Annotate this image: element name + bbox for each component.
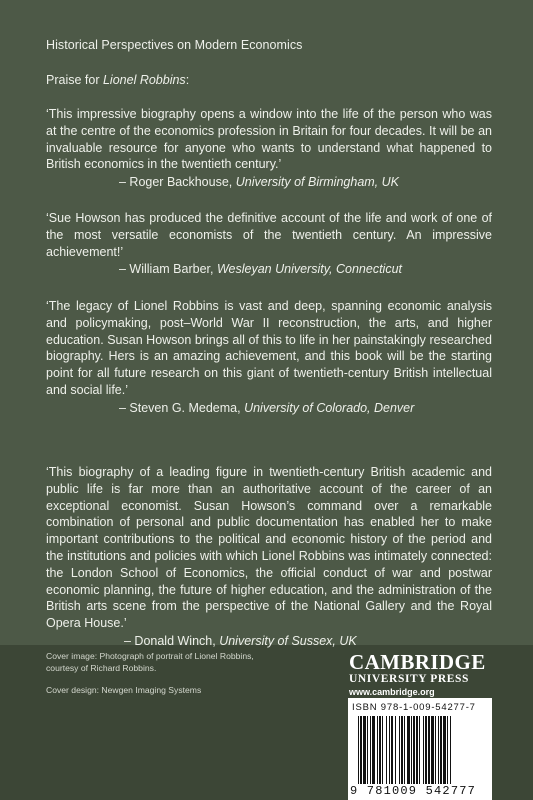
quote-text: ‘Sue Howson has produced the definitive account of the life and work of one of the most versatile economists of the twentieth century. An impressive achievement!’ (46, 211, 492, 259)
barcode-bar (416, 716, 418, 784)
barcode-bar (386, 716, 387, 784)
praise-heading (46, 73, 189, 87)
barcode-bar (440, 716, 442, 784)
barcode-bar (450, 716, 451, 784)
publisher-press: UNIVERSITY PRESS (349, 673, 470, 685)
quote-affiliation: University of Sussex, UK (219, 633, 357, 648)
barcode-bar (382, 716, 383, 784)
barcode-bar (438, 716, 439, 784)
quote-author: – Steven G. Medema, (119, 400, 241, 415)
barcode-bar (447, 716, 448, 784)
barcode-bar (431, 716, 434, 784)
quote-affiliation: University of Birmingham, UK (235, 175, 399, 190)
quote-text: ‘The legacy of Lionel Robbins is vast and deep, spanning economic analysis and policymaking, post–World War II reconstruction, the arts, and higher education. Susan Howson brings all of this to life in her painstakingly researched biography. Hers is an amazing achievement, and this book will be the starting point for all future research on this giant of twentieth-century British intellectual and social life.’ (46, 299, 492, 397)
quote-author: – William Barber, (119, 262, 214, 277)
barcode-bar (389, 716, 390, 784)
barcode-bar (399, 716, 400, 784)
cover-design-credit: Cover design: Newgen Imaging Systems (46, 685, 202, 695)
barcode-bar (360, 716, 362, 784)
quote-attribution (46, 261, 492, 278)
barcode-bar (428, 716, 430, 784)
quote-author: – Donald Winch, (124, 633, 216, 648)
barcode-bar (407, 716, 410, 784)
barcode-number: 9 781009 542777 (350, 784, 477, 798)
quote-text: ‘This impressive biography opens a window into the life of the person who was at the centre of the economics profession in Britain for four decades. It will be an invaluable resource for anyone who wants to understand what happened to British economics in the twentieth century.’ (46, 107, 492, 172)
barcode-bar (395, 716, 396, 784)
quote-affiliation: Wesleyan University, Connecticut (216, 262, 402, 277)
barcode-bar (413, 716, 415, 784)
barcode-bar (379, 716, 381, 784)
barcode-bar (443, 716, 446, 784)
barcode-bar (411, 716, 412, 784)
barcode-bar (423, 716, 424, 784)
quote-attribution (46, 174, 492, 191)
quote-affiliation: University of Colorado, Denver (244, 400, 415, 415)
barcode-bar (370, 716, 371, 784)
cover-image-credit-line1: Cover image: Photograph of portrait of Lionel Robbins, (46, 651, 254, 661)
quote-4 (46, 464, 492, 650)
quote-author: – Roger Backhouse, (119, 175, 233, 190)
quote-text: ‘This biography of a leading figure in twentieth-century British academic and public life is far more than an authoritative account of the career of an exceptional economist. Susan Howson’s command over a remarkable combination of personal and public documentation has enabled her to make important contributions to the political and economic history of the period and the institutions and policies with which Lionel Robbins was intimately connected: the London School of Economics, the official conduct of war and postwar economic planning, the future of higher education, and the administration of the British arts scene from the perspective of the National Gallery and the Royal Opera House.’ (46, 465, 492, 631)
praise-subject: Lionel Robbins (102, 73, 186, 87)
publisher-logo (349, 651, 489, 698)
barcode-bar (425, 716, 427, 784)
barcode-bar (372, 716, 375, 784)
barcode-bar (377, 716, 378, 784)
quote-1 (46, 106, 492, 191)
publisher-name: CAMBRIDGE (349, 650, 486, 674)
praise-prefix: Praise for (46, 73, 100, 87)
barcode-bar (363, 716, 366, 784)
barcode-bar (391, 716, 393, 784)
barcode-bar (367, 716, 368, 784)
barcode-bar (401, 716, 403, 784)
barcode-bar (419, 716, 420, 784)
barcode-bar (435, 716, 436, 784)
publisher-url: www.cambridge.org (349, 687, 435, 697)
cover-image-credit-line2: courtesy of Richard Robbins. (46, 663, 157, 673)
barcode-bar (358, 716, 359, 784)
quote-attribution (46, 633, 492, 650)
praise-suffix: : (185, 73, 190, 87)
barcode-bars (358, 716, 482, 784)
isbn-label: ISBN 978-1-009-54277-7 (352, 702, 476, 713)
series-title: Historical Perspectives on Modern Economics (46, 38, 303, 52)
quote-attribution (46, 400, 492, 417)
quote-3 (46, 298, 492, 417)
quote-2 (46, 210, 492, 278)
barcode-bar (404, 716, 405, 784)
cover-image-credit (46, 650, 254, 674)
isbn-barcode (348, 698, 492, 800)
